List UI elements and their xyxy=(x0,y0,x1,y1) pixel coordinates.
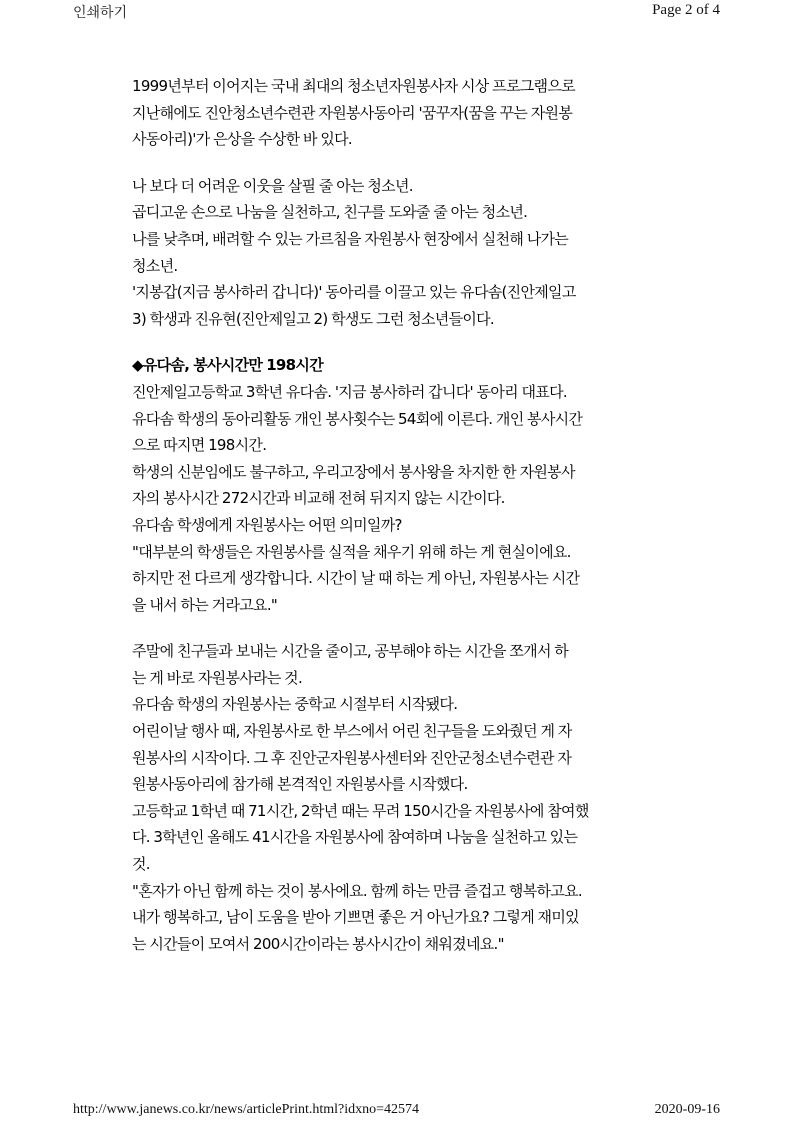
text-line: 사동아리)'가 은상을 수상한 바 있다. xyxy=(132,130,352,149)
text-line: 하지만 전 다르게 생각합니다. 시간이 날 때 하는 게 아닌, 자원봉사는 시간 xyxy=(132,569,580,588)
article-body xyxy=(132,73,662,957)
print-label: 인쇄하기 xyxy=(73,5,128,21)
text-line: 내가 행복하고, 남이 도움을 받아 기쁘면 좋은 거 아닌가요? 그렇게 재미있 xyxy=(132,908,579,927)
section-heading: ◆유다솜, 봉사시간만 198시간 xyxy=(132,356,323,375)
text-line: 나 보다 더 어려운 이웃을 살필 줄 아는 청소년. xyxy=(132,176,413,195)
text-line: 고등학교 1학년 때 71시간, 2학년 때는 무려 150시간을 자원봉사에 참여했 xyxy=(132,801,589,820)
text-line: 으로 따지면 198시간. xyxy=(132,436,267,455)
paragraph-3 xyxy=(132,379,662,618)
text-line: 1999년부터 이어지는 국내 최대의 청소년자원봉사자 시상 프로그램으로 xyxy=(132,77,575,95)
text-line: 다. 3학년인 올해도 41시간을 자원봉사에 참여하며 나눔을 실천하고 있는 xyxy=(132,828,578,847)
text-line: 청소년. xyxy=(132,256,178,275)
page-indicator: Page 2 of 4 xyxy=(652,2,720,18)
text-line: 유다솜 학생의 동아리활동 개인 봉사횟수는 54회에 이른다. 개인 봉사시간 xyxy=(132,409,583,428)
paragraph-4 xyxy=(132,638,662,957)
text-line: 곱디고운 손으로 나눔을 실천하고, 친구를 도와줄 줄 아는 청소년. xyxy=(132,203,528,222)
text-line: "혼자가 아닌 함께 하는 것이 봉사에요. 함께 하는 만큼 즐겁고 행복하고요. xyxy=(132,881,582,900)
text-line: '지봉갑(지금 봉사하러 갑니다)' 동아리를 이끌고 있는 유다솜(진안제일고 xyxy=(132,283,576,302)
paragraph-2 xyxy=(132,173,662,333)
text-line: 을 내서 하는 거라고요." xyxy=(132,595,278,614)
text-line: 주말에 친구들과 보내는 시간을 줄이고, 공부해야 하는 시간을 쪼개서 하 xyxy=(132,642,569,661)
text-line: "대부분의 학생들은 자원봉사를 실적을 채우기 위해 하는 게 현실이에요. xyxy=(132,542,571,561)
text-line: 나를 낮추며, 배려할 수 있는 가르침을 자원봉사 현장에서 실천해 나가는 xyxy=(132,229,569,248)
text-line: 는 시간들이 모여서 200시간이라는 봉사시간이 채워졌네요." xyxy=(132,934,504,953)
text-line: 원봉사의 시작이다. 그 후 진안군자원봉사센터와 진안군청소년수련관 자 xyxy=(132,748,572,767)
print-date: 2020-09-16 xyxy=(654,1102,720,1117)
text-line: 자의 봉사시간 272시간과 비교해 전혀 뒤지지 않는 시간이다. xyxy=(132,489,505,508)
text-line: 어린이날 행사 때, 자원봉사로 한 부스에서 어린 친구들을 도와줬던 게 자 xyxy=(132,722,572,741)
text-line: 지난해에도 진안청소년수련관 자원봉사동아리 '꿈꾸자(꿈을 꾸는 자원봉 xyxy=(132,103,573,122)
paragraph-1 xyxy=(132,73,662,153)
text-line: 유다솜 학생의 자원봉사는 중학교 시절부터 시작됐다. xyxy=(132,695,458,714)
text-line: 진안제일고등학교 3학년 유다솜. '지금 봉사하러 갑니다' 동아리 대표다. xyxy=(132,382,567,401)
text-line: 학생의 신분임에도 불구하고, 우리고장에서 봉사왕을 차지한 한 자원봉사 xyxy=(132,462,575,481)
article-url: http://www.janews.co.kr/news/articlePrint.html?idxno=42574 xyxy=(73,1102,420,1117)
text-line: 원봉사동아리에 참가해 본격적인 자원봉사를 시작했다. xyxy=(132,775,468,794)
text-line: 는 게 바로 자원봉사라는 것. xyxy=(132,668,303,687)
text-line: 것. xyxy=(132,855,150,874)
text-line: 3) 학생과 진유현(진안제일고 2) 학생도 그런 청소년들이다. xyxy=(132,309,495,328)
text-line: 유다솜 학생에게 자원봉사는 어떤 의미일까? xyxy=(132,515,402,534)
